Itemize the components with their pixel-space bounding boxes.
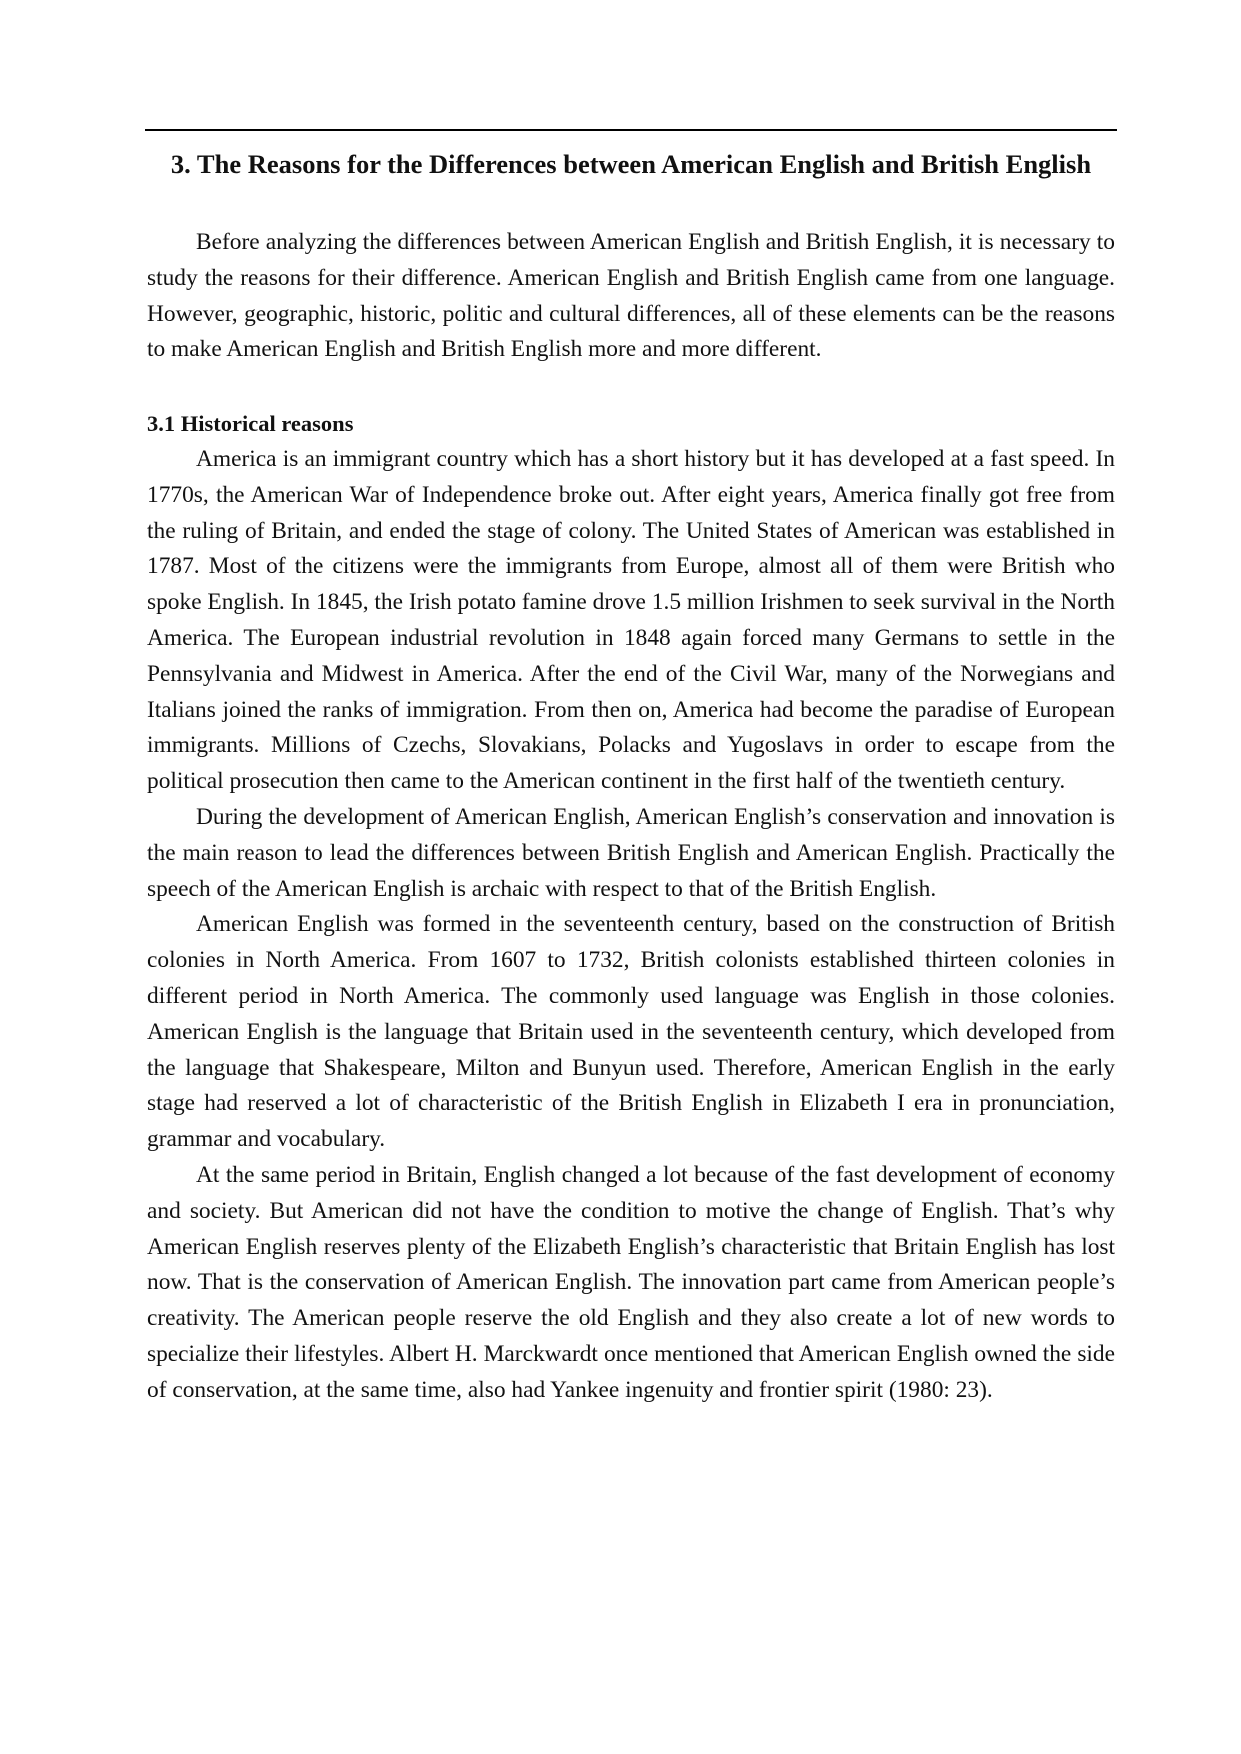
- page-content: [147, 140, 1115, 1409]
- chapter-title: 3. The Reasons for the Differences between American English and British English: [170, 149, 1092, 179]
- intro-paragraph: Before analyzing the differences between American English and British English, it is necessary to study the reasons for their difference. American English and British English came from one language. However, geographic, historic, politic and cultural differences, all of these elements can be the reasons to make American English and British English more and more different.: [147, 229, 1115, 363]
- section-heading: 3.1 Historical reasons: [147, 411, 354, 437]
- body-paragraph: America is an immigrant country which has a short history but it has developed at a fast speed. In 1770s, the American War of Independence broke out. After eight years, America finally got free from the ruling of Britain, and ended the stage of colony. The United States of American was established in 1787. Most of the citizens were the immigrants from Europe, almost all of them were British who spoke English. In 1845, the Irish potato famine drove 1.5 million Irishmen to seek survival in the North America. The European industrial revolution in 1848 again forced many Germans to settle in the Pennsylvania and Midwest in America. After the end of the Civil War, many of the Norwegians and Italians joined the ranks of immigration. From then on, America had become the paradise of European immigrants. Millions of Czechs, Slovakians, Polacks and Yugoslavs in order to escape from the political prosecution then came to the American continent in the first half of the twentieth century.: [147, 445, 1115, 795]
- header-rule: [145, 129, 1117, 131]
- body-paragraph: At the same period in Britain, English changed a lot because of the fast development of economy and society. But American did not have the condition to motive the change of English. That’s why American English reserves plenty of the Elizabeth English’s characteristic that Britain English has lost now. That is the conservation of American English. The innovation part came from American people’s creativity. The American people reserve the old English and they also create a lot of new words to specialize their lifestyles. Albert H. Marckwardt once mentioned that American English owned the side of conservation, at the same time, also had Yankee ingenuity and frontier spirit (1980: 23).: [147, 1161, 1115, 1403]
- body-paragraph: During the development of American English, American English’s conservation and innovation is the main reason to lead the differences between British English and American English. Practically the speech of the American English is archaic with respect to that of the British English.: [147, 803, 1115, 902]
- body-paragraph: American English was formed in the seventeenth century, based on the construction of British colonies in North America. From 1607 to 1732, British colonists established thirteen colonies in different period in North America. The commonly used language was English in those colonies. American English is the language that Britain used in the seventeenth century, which developed from the language that Shakespeare, Milton and Bunyun used. Therefore, American English in the early stage had reserved a lot of characteristic of the British English in Elizabeth I era in pronunciation, grammar and vocabulary.: [147, 911, 1115, 1153]
